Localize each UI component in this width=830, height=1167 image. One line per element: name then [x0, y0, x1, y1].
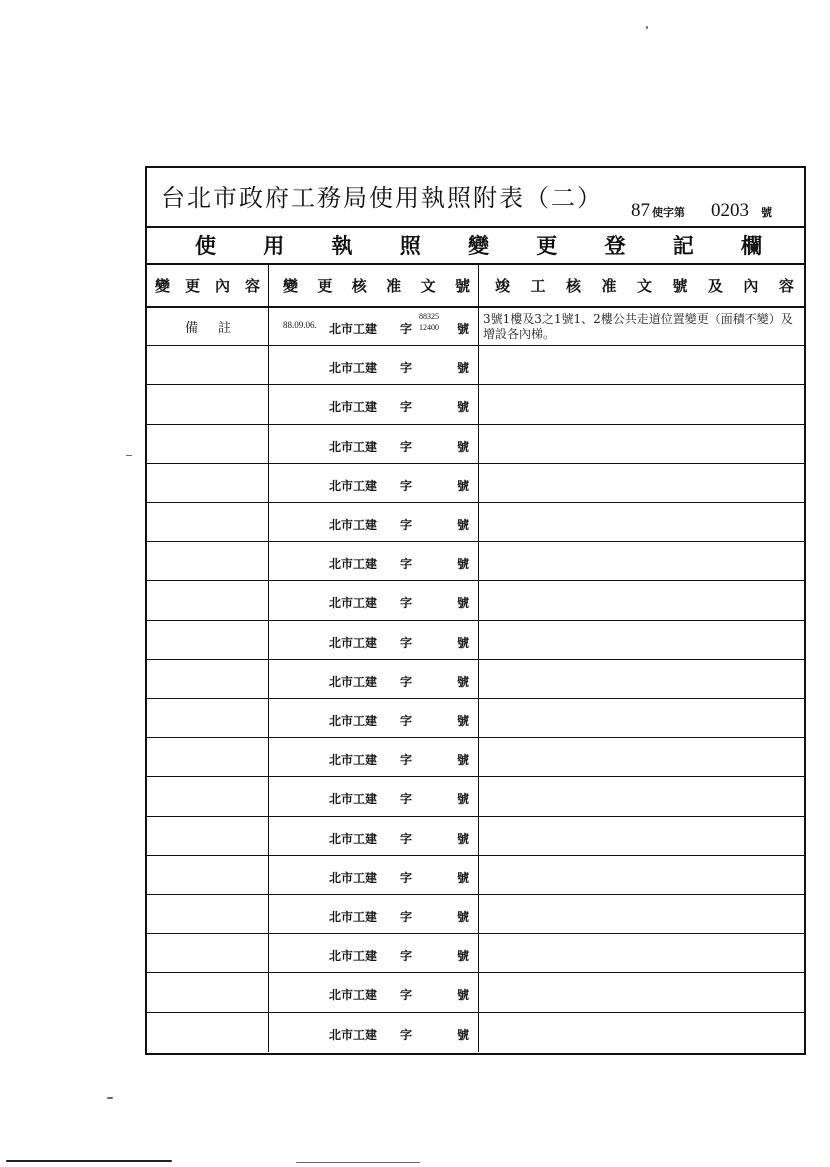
approval-zi-label: 字: [400, 635, 413, 650]
approval-doc-cell: [269, 385, 479, 423]
approval-doc-cell: [269, 307, 479, 345]
table-row: [147, 777, 804, 816]
scan-speck: [126, 455, 132, 456]
completion-cell: [479, 895, 804, 933]
approval-agency: 北市工建: [329, 870, 378, 885]
heading-char: 內: [743, 277, 759, 295]
approval-doc-cell: [269, 699, 479, 737]
approval-hao-label: 號: [457, 557, 470, 572]
heading-char: 使: [195, 232, 216, 258]
heading-char: 號: [454, 277, 470, 295]
heading-char: 執: [331, 232, 353, 258]
heading-char: 更: [184, 277, 200, 295]
approval-agency: 北市工建: [329, 400, 378, 415]
heading-char: 准: [386, 277, 402, 295]
doc-number-line: 12400: [419, 323, 439, 332]
change-content-cell: [147, 464, 269, 502]
completion-cell: [479, 699, 804, 737]
form-title-bar: [147, 168, 804, 228]
table-row: [147, 699, 804, 738]
approval-zi-label: 字: [400, 518, 413, 532]
completion-cell: [479, 385, 804, 423]
scan-speck: [6, 1160, 172, 1162]
table-row: [147, 385, 804, 424]
change-content-cell: [147, 346, 269, 384]
scan-speck: [646, 26, 648, 29]
approval-hao-label: 號: [457, 1027, 470, 1042]
approval-doc-cell: [269, 856, 479, 894]
approval-hao-label: 號: [457, 478, 470, 493]
completion-cell: [479, 973, 804, 1011]
scan-speck: [296, 1162, 420, 1163]
change-content-cell: [147, 307, 269, 345]
approval-agency: 北市工建: [329, 635, 378, 650]
approval-hao-label: 號: [457, 674, 470, 689]
approval-doc-cell: [269, 895, 479, 933]
completion-cell: [479, 934, 804, 972]
change-content-cell: [147, 503, 269, 541]
approval-agency: 北市工建: [329, 988, 378, 1003]
heading-char: 核: [351, 277, 367, 295]
table-row: [147, 817, 804, 856]
table-row: [147, 425, 804, 464]
heading-char: 變: [468, 232, 489, 258]
change-content-text: 備註: [185, 321, 252, 336]
approval-doc-cell: [269, 934, 479, 972]
header-change-content: [147, 265, 269, 306]
table-row: [147, 346, 804, 385]
header-approval-doc-number: [269, 265, 479, 306]
table-row: [147, 1013, 804, 1052]
change-content-cell: [147, 425, 269, 463]
change-content-cell: [147, 542, 269, 580]
approval-doc-cell: [269, 425, 479, 463]
completion-cell: [479, 542, 804, 580]
approval-agency: 北市工建: [329, 831, 378, 846]
approval-doc-cell: [269, 464, 479, 502]
heading-char: 容: [244, 277, 260, 295]
approval-hao-label: 號: [457, 714, 470, 728]
permit-year: 87: [631, 200, 650, 221]
table-row: [147, 738, 804, 777]
approval-doc-cell: [269, 660, 479, 698]
approval-doc-cell: [269, 777, 479, 815]
change-content-cell: [147, 973, 269, 1011]
heading-char: 及: [707, 277, 723, 295]
completion-cell: [479, 660, 804, 698]
change-content-cell: [147, 856, 269, 894]
completion-cell: [479, 503, 804, 541]
approval-doc-cell: [269, 581, 479, 619]
completion-cell: [479, 738, 804, 776]
change-content-cell: [147, 777, 269, 815]
heading-char: 更: [317, 277, 333, 295]
permit-suffix: 號: [761, 206, 772, 219]
approval-date: 88.09.06.: [283, 320, 317, 330]
approval-hao-label: 號: [457, 596, 470, 611]
approval-hao-label: 號: [457, 439, 470, 454]
approval-doc-cell: [269, 1013, 479, 1052]
change-content-cell: [147, 738, 269, 776]
approval-zi-label: 字: [400, 361, 413, 376]
approval-agency: 北市工建: [329, 322, 378, 336]
change-content-cell: [147, 660, 269, 698]
heading-char: 登: [604, 232, 626, 258]
approval-hao-label: 號: [457, 792, 470, 807]
form-title: 台北市政府工務局使用執照附表（二）: [161, 184, 603, 212]
change-content-cell: [147, 385, 269, 423]
approval-hao-label: 號: [457, 635, 470, 650]
approval-hao-label: 號: [457, 910, 470, 924]
approval-agency: 北市工建: [329, 674, 378, 689]
table-row: [147, 621, 804, 660]
approval-zi-label: 字: [400, 831, 413, 846]
table-row: [147, 307, 804, 346]
approval-zi-label: 字: [400, 910, 413, 924]
change-content-cell: [147, 1013, 269, 1052]
approval-zi-label: 字: [400, 988, 413, 1003]
heading-char: 用: [263, 232, 285, 258]
table-row: [147, 973, 804, 1012]
approval-agency: 北市工建: [329, 949, 378, 964]
completion-cell: [479, 777, 804, 815]
heading-char: 容: [778, 277, 794, 295]
approval-agency: 北市工建: [329, 361, 378, 376]
heading-char: 文: [420, 277, 436, 295]
heading-char: 記: [672, 232, 694, 258]
heading-char: 變: [155, 277, 171, 295]
heading-char: 內: [214, 277, 230, 295]
header-completion-doc-and-content: [479, 265, 804, 306]
change-content-cell: [147, 934, 269, 972]
approval-zi-label: 字: [400, 1027, 413, 1042]
approval-doc-cell: [269, 738, 479, 776]
approval-zi-label: 字: [400, 870, 413, 885]
approval-zi-label: 字: [400, 322, 413, 336]
approval-zi-label: 字: [400, 792, 413, 807]
table-row: [147, 542, 804, 581]
approval-hao-label: 號: [457, 870, 470, 885]
approval-hao-label: 號: [457, 518, 470, 532]
heading-char: 竣: [495, 277, 511, 295]
approval-doc-cell: [269, 542, 479, 580]
completion-cell: [479, 307, 804, 345]
permit-type: 使字第: [652, 206, 685, 219]
change-content-cell: [147, 621, 269, 659]
approval-doc-cell: [269, 503, 479, 541]
approval-agency: 北市工建: [329, 1027, 378, 1042]
approval-hao-label: 號: [457, 949, 470, 964]
table-row: [147, 856, 804, 895]
approval-agency: 北市工建: [329, 596, 378, 611]
heading-char: 更: [536, 232, 558, 258]
approval-hao-label: 號: [457, 831, 470, 846]
completion-cell: [479, 464, 804, 502]
table-row: [147, 464, 804, 503]
approval-agency: 北市工建: [329, 753, 378, 768]
table-row: [147, 503, 804, 542]
section-title: [147, 226, 804, 265]
heading-char: 工: [530, 277, 546, 295]
approval-zi-label: 字: [400, 478, 413, 493]
heading-char: 欄: [741, 232, 762, 258]
approval-hao-label: 號: [457, 988, 470, 1003]
approval-zi-label: 字: [400, 714, 413, 728]
completion-cell: [479, 581, 804, 619]
approval-zi-label: 字: [400, 557, 413, 572]
completion-cell: [479, 1013, 804, 1052]
approval-hao-label: 號: [457, 322, 470, 336]
approval-hao-label: 號: [457, 753, 470, 768]
table-row: [147, 660, 804, 699]
approval-doc-cell: [269, 817, 479, 855]
approval-zi-label: 字: [400, 674, 413, 689]
approval-agency: 北市工建: [329, 557, 378, 572]
completion-cell: [479, 817, 804, 855]
approval-hao-label: 號: [457, 361, 470, 376]
change-content-cell: [147, 699, 269, 737]
approval-zi-label: 字: [400, 753, 413, 768]
approval-doc-cell: [269, 973, 479, 1011]
doc-number-line: 88325: [419, 312, 439, 321]
permit-serial: 0203: [711, 200, 749, 221]
heading-char: 變: [283, 277, 299, 295]
change-content-cell: [147, 895, 269, 933]
completion-cell: [479, 621, 804, 659]
permit-number: [631, 200, 772, 222]
approval-agency: 北市工建: [329, 478, 378, 493]
approval-agency: 北市工建: [329, 910, 378, 924]
completion-text: 3號1樓及3之1號1、2樓公共走道位置變更（面積不變）及增設各內梯。: [483, 312, 793, 341]
table-row: [147, 934, 804, 973]
table-header: [147, 265, 804, 308]
approval-zi-label: 字: [400, 596, 413, 611]
approval-agency: 北市工建: [329, 714, 378, 728]
table-row: [147, 895, 804, 934]
completion-cell: [479, 346, 804, 384]
usage-permit-change-form: [145, 166, 806, 1055]
heading-char: 准: [601, 277, 617, 295]
approval-agency: 北市工建: [329, 792, 378, 807]
completion-cell: [479, 425, 804, 463]
change-content-cell: [147, 581, 269, 619]
heading-char: 照: [399, 232, 421, 258]
approval-zi-label: 字: [400, 400, 413, 415]
approval-doc-cell: [269, 621, 479, 659]
heading-char: 文: [636, 277, 652, 295]
approval-doc-number: [419, 311, 439, 333]
approval-doc-cell: [269, 346, 479, 384]
approval-zi-label: 字: [400, 439, 413, 454]
heading-char: 號: [672, 277, 688, 295]
approval-agency: 北市工建: [329, 439, 378, 454]
approval-zi-label: 字: [400, 949, 413, 964]
completion-cell: [479, 856, 804, 894]
table-row: [147, 581, 804, 620]
approval-agency: 北市工建: [329, 518, 378, 532]
change-content-cell: [147, 817, 269, 855]
approval-hao-label: 號: [457, 400, 470, 415]
scan-speck: [107, 1097, 113, 1099]
heading-char: 核: [565, 277, 581, 295]
